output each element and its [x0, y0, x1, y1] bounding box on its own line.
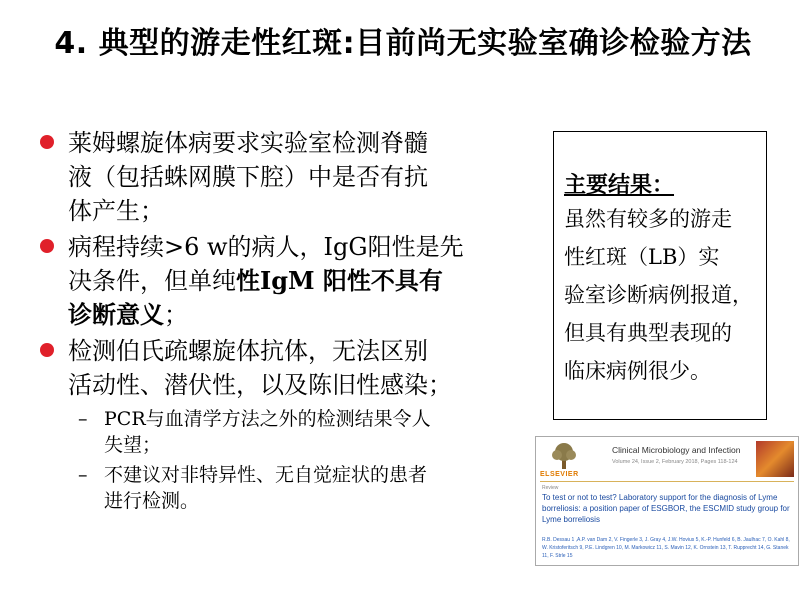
article-authors: R.B. Dessau 1 ,A.P. van Dam 2, V. Fingerle 3, J. Gray 4, J.W. Hovius 5, K.-P. Hunfeld 6, B. Jaulhac 7, O. Kahl 8, W. Kristoferitsch 9, P.E. Lindgren 10, M. Markowicz 11, S. Mavin 12, K. Ornstein 13, T. Rupprecht 14, G. Stanek 11, F. Strle 15: [542, 537, 790, 559]
result-box: [553, 131, 767, 420]
dash-icon: –: [78, 464, 88, 486]
bullet-line: 检测伯氏疏螺旋体抗体，无法区别: [68, 337, 428, 365]
bullet-item-1: [38, 126, 508, 228]
article-title: To test or not to test? Laboratory support for the diagnosis of Lyme borreliosis: a position paper of ESGBOR, the ESCMID study group for Lyme borreliosis: [542, 493, 790, 524]
bullet-line: 液（包括蛛网膜下腔）中是否有抗: [68, 163, 428, 191]
bullet-line: [68, 298, 508, 332]
result-heading: 主要结果：: [564, 172, 675, 198]
result-line: 虽然有较多的游走: [564, 207, 732, 231]
bullet-line: 病程持续>6 w的病人，IgG阳性是先: [68, 233, 464, 261]
journal-volume: Volume 24, Issue 2, February 2018, Pages 118-124: [612, 459, 738, 465]
bullet-item-2: [38, 230, 508, 332]
bullet-text: 决条件，但单纯: [68, 267, 236, 295]
bullet-line: 莱姆螺旋体病要求实验室检测脊髓: [68, 129, 428, 157]
bullet-item-3: [38, 334, 508, 402]
bullet-text: ；: [164, 301, 188, 329]
sub-bullet-line: 进行检测。: [104, 490, 200, 512]
bullet-dot-icon: [40, 343, 54, 357]
bullet-line: 体产生；: [68, 197, 164, 225]
bullet-line: [68, 264, 508, 298]
paper-screenshot: [535, 436, 799, 566]
publisher-name: ELSEVIER: [540, 471, 579, 478]
result-line: 但具有典型表现的: [564, 321, 732, 345]
journal-name: Clinical Microbiology and Infection: [612, 445, 741, 455]
sub-bullet-line: 不建议对非特异性、无自觉症状的患者: [104, 464, 428, 486]
journal-cover-image: [756, 441, 794, 477]
sub-bullet-item-1: [38, 406, 508, 458]
sub-bullet-line: PCR与血清学方法之外的检测结果令人: [104, 408, 431, 430]
article-type: Review: [542, 485, 559, 491]
bullet-dot-icon: [40, 135, 54, 149]
bullet-list: [38, 126, 508, 514]
elsevier-tree-icon: [542, 441, 586, 471]
bullet-bold-text: 诊断意义: [68, 300, 164, 329]
divider: [540, 481, 794, 482]
slide-title: 4. 典型的游走性红斑:目前尚无实验室确诊检验方法: [54, 26, 752, 61]
result-line: 验室诊断病例报道，: [564, 283, 753, 307]
sub-bullet-item-2: [38, 462, 508, 514]
result-line: 性红斑（LB）实: [564, 245, 720, 269]
bullet-dot-icon: [40, 239, 54, 253]
bullet-line: 活动性、潜伏性，以及陈旧性感染；: [68, 371, 452, 399]
dash-icon: –: [78, 408, 88, 430]
sub-bullet-line: 失望；: [104, 434, 162, 456]
bullet-bold-text: 性IgM 阳性不具有: [236, 266, 443, 295]
result-line: 临床病例很少。: [564, 359, 711, 383]
